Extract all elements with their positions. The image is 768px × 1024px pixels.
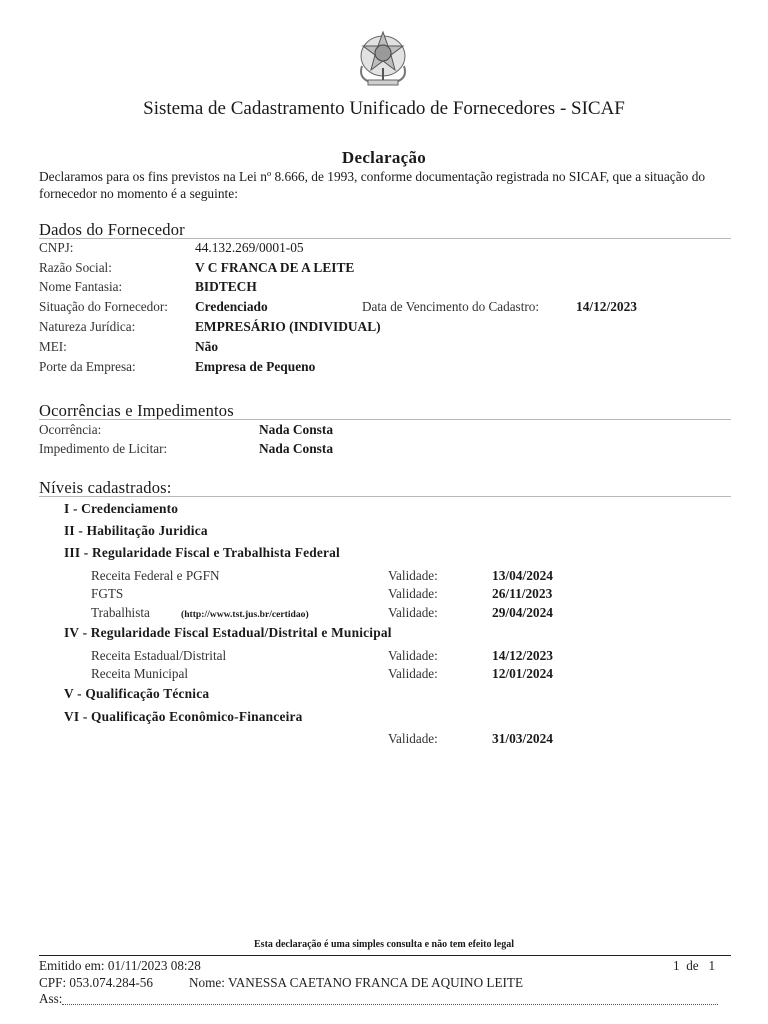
porte-label: Porte da Empresa: xyxy=(39,359,136,374)
fantasia-label: Nome Fantasia: xyxy=(39,279,123,294)
declaration-intro: Declaramos para os fins previstos na Lei nº 8.666, de 1993, conforme documentação registrada no SICAF, que a situação do fornecedor no momento é a seguinte: xyxy=(39,169,706,201)
disclaimer: Esta declaração é uma simples consulta e não tem efeito legal xyxy=(254,939,514,950)
brazil-coat-of-arms-icon xyxy=(352,26,414,90)
razao-label: Razão Social: xyxy=(39,260,112,275)
validade-label: Validade: xyxy=(388,731,438,746)
level-3-item-name: FGTS xyxy=(91,586,124,601)
mei-label: MEI: xyxy=(39,339,67,354)
tst-certidao-url: (http://www.tst.jus.br/certidao) xyxy=(181,609,309,620)
vencimento-label: Data de Vencimento do Cadastro: xyxy=(362,299,540,314)
porte-value: Empresa de Pequeno xyxy=(195,359,316,374)
level-1: I - Credenciamento xyxy=(64,501,179,516)
validade-label: Validade: xyxy=(388,666,438,681)
level-6-date: 31/03/2024 xyxy=(492,731,554,746)
impedimento-label: Impedimento de Licitar: xyxy=(39,441,168,456)
divider xyxy=(39,496,731,497)
level-4-item-name: Receita Estadual/Distrital xyxy=(91,648,227,663)
ocorrencia-value: Nada Consta xyxy=(259,422,334,437)
footer-divider xyxy=(39,955,731,956)
page-title: Sistema de Cadastramento Unificado de Fornecedores - SICAF xyxy=(143,98,625,119)
validade-label: Validade: xyxy=(388,605,438,620)
natureza-label: Natureza Jurídica: xyxy=(39,319,136,334)
situacao-value: Credenciado xyxy=(195,299,268,314)
signature-line xyxy=(62,1004,718,1005)
supplier-heading: Dados do Fornecedor xyxy=(39,220,185,239)
level-3: III - Regularidade Fiscal e Trabalhista Federal xyxy=(64,545,340,560)
natureza-value: EMPRESÁRIO (INDIVIDUAL) xyxy=(195,319,381,334)
level-5: V - Qualificação Técnica xyxy=(64,686,210,701)
cnpj-label: CNPJ: xyxy=(39,240,74,255)
declaration-title: Declaração xyxy=(341,148,427,167)
level-3-item-date: 29/04/2024 xyxy=(492,605,554,620)
level-6: VI - Qualificação Econômico-Financeira xyxy=(64,709,303,724)
fantasia-value: BIDTECH xyxy=(195,279,257,294)
issuer-name: Nome: VANESSA CAETANO FRANCA DE AQUINO LEITE xyxy=(189,975,524,990)
divider xyxy=(39,238,731,239)
mei-value: Não xyxy=(195,339,219,354)
impedimento-value: Nada Consta xyxy=(259,441,334,456)
level-4-item-date: 12/01/2024 xyxy=(492,666,554,681)
occurrences-heading: Ocorrências e Impedimentos xyxy=(39,401,234,420)
level-4: IV - Regularidade Fiscal Estadual/Distrital e Municipal xyxy=(64,625,392,640)
razao-value: V C FRANCA DE A LEITE xyxy=(195,260,355,275)
page-number: 1 de 1 xyxy=(673,958,716,973)
levels-heading: Níveis cadastrados: xyxy=(39,478,172,497)
divider xyxy=(39,419,731,420)
level-3-item-date: 26/11/2023 xyxy=(492,586,553,601)
level-3-item-name: Receita Federal e PGFN xyxy=(91,568,220,583)
level-2: II - Habilitação Juridica xyxy=(64,523,208,538)
situacao-label: Situação do Fornecedor: xyxy=(39,299,168,314)
cnpj-value: 44.132.269/0001-05 xyxy=(195,240,304,255)
emission-date: Emitido em: 01/11/2023 08:28 xyxy=(39,958,201,973)
cpf: CPF: 053.074.284-56 xyxy=(39,975,153,990)
validade-label: Validade: xyxy=(388,648,438,663)
level-3-item-date: 13/04/2024 xyxy=(492,568,554,583)
signature-label: Ass: xyxy=(39,991,63,1006)
validade-label: Validade: xyxy=(388,568,438,583)
level-3-item-name: Trabalhista xyxy=(91,605,150,620)
level-4-item-name: Receita Municipal xyxy=(91,666,189,681)
level-4-item-date: 14/12/2023 xyxy=(492,648,554,663)
validade-label: Validade: xyxy=(388,586,438,601)
vencimento-value: 14/12/2023 xyxy=(576,299,638,314)
ocorrencia-label: Ocorrência: xyxy=(39,422,102,437)
